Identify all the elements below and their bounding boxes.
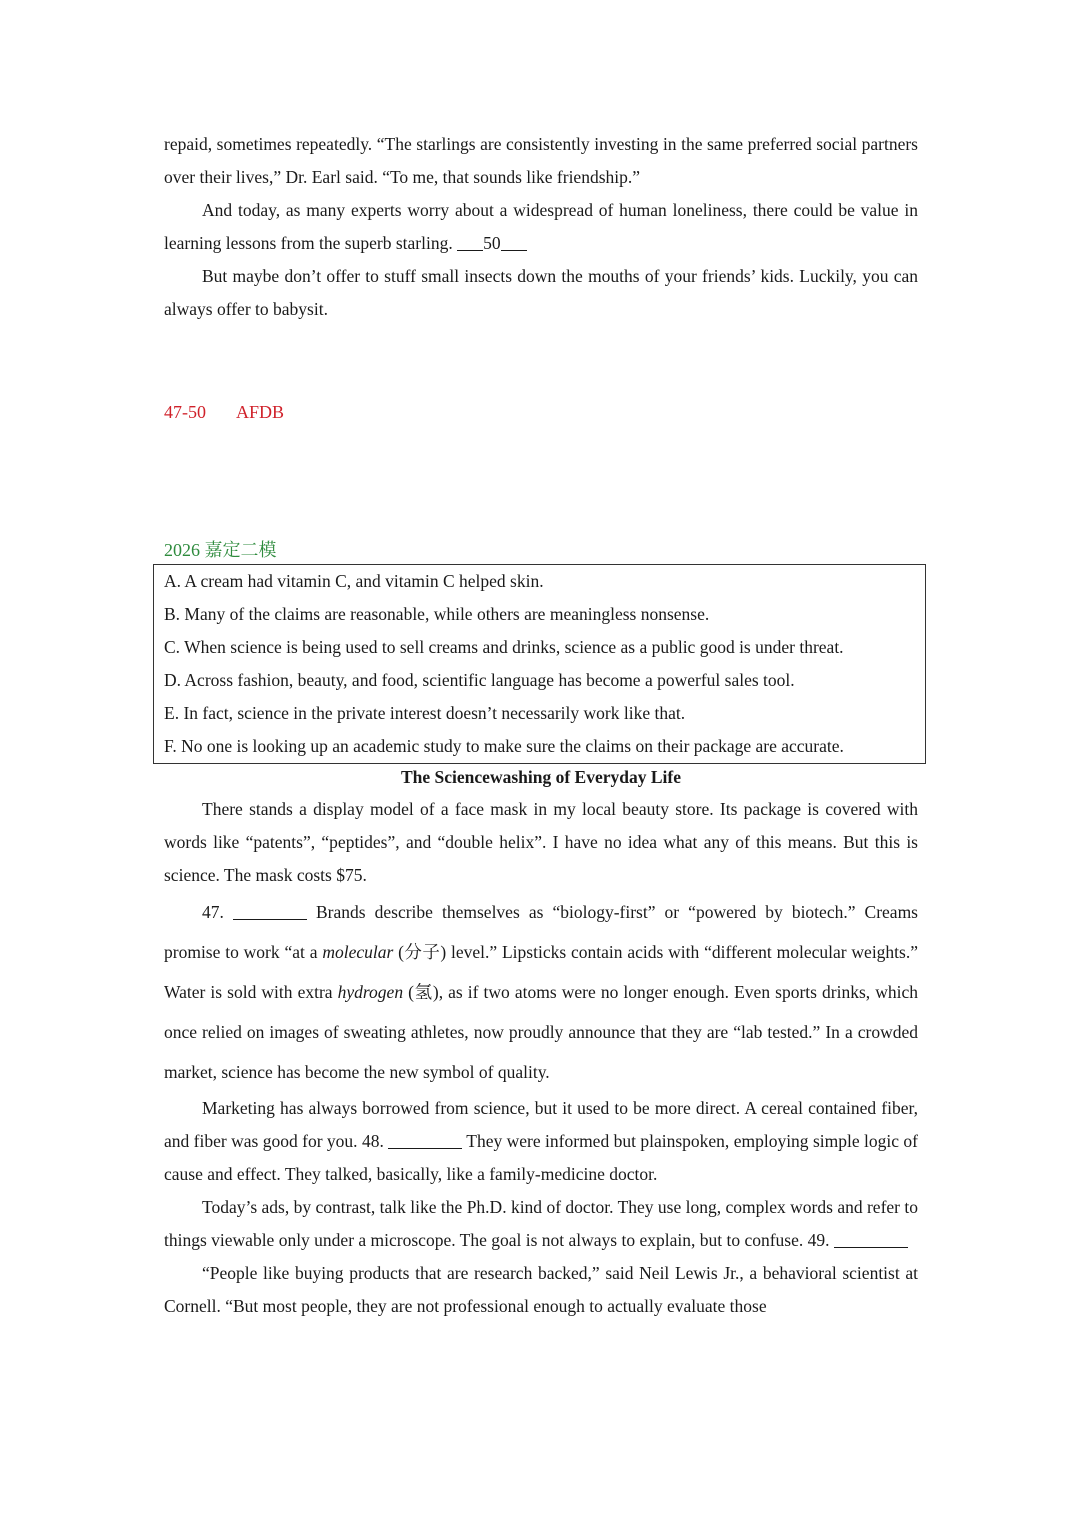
option-a: A. A cream had vitamin C, and vitamin C helped skin. [164,571,544,591]
question-number: 47. [202,902,224,922]
blank-50[interactable] [457,233,527,253]
blank-number: 50 [483,233,501,253]
paragraph-text: level.” Lipsticks contain acids with “different molecular weights.” Water is sold with extra [164,942,918,1002]
answer-key [164,400,918,424]
article-paragraph [164,1092,918,1191]
blank-line-left [457,232,483,251]
option-d: D. Across fashion, beauty, and food, scientific language has become a powerful sales tool. [164,670,795,690]
article-paragraph: “People like buying products that are research backed,” said Neil Lewis Jr., a behavioral scientist at Cornell. “But most people, they are not professional enough to actually evaluate those [164,1263,918,1316]
blank-47[interactable] [233,901,307,920]
blank-49[interactable] [834,1229,908,1248]
italic-term: hydrogen [337,982,404,1002]
paragraph-text: Today’s ads, by contrast, talk like the Ph.D. kind of doctor. They use long, complex words and refer to things viewable only under a microscope. The goal is not always to explain, but to confuse. 49. [164,1197,918,1250]
answer-range: 47-50 [164,402,206,422]
chinese-gloss: (氢) [403,982,439,1002]
paragraph-text: And today, as many experts worry about a widespread of human loneliness, there could be value in learning lessons from the superb starling. [164,200,918,253]
italic-term: molecular [322,942,394,962]
article-paragraph [164,892,918,1092]
article-paragraph: There stands a display model of a face mask in my local beauty store. Its package is covered with words like “patents”, “peptides”, and “double helix”. I have no idea what any of this means. But this is science. The mask costs $75. [164,799,918,885]
article-title: The Sciencewashing of Everyday Life [401,767,681,787]
chinese-gloss: (分子) [393,942,451,962]
paragraph-text: They were informed but plainspoken, employing simple logic of cause and effect. They talked, basically, like a family-medicine doctor. [164,1131,918,1184]
blank-line-right [501,232,527,251]
options-box [153,564,926,764]
paragraph-text: Brands describe themselves as “biology-first” or “powered by biotech.” Creams promise to work “at a [164,902,918,962]
option-e: E. In fact, science in the private interest doesn’t necessarily work like that. [164,703,686,723]
passage-paragraph: But maybe don’t offer to stuff small insects down the mouths of your friends’ kids. Luckily, you can always offer to babysit. [164,266,918,319]
answer-letters: AFDB [236,402,285,422]
passage-paragraph [164,194,918,260]
paragraph-text: , as if two atoms were no longer enough. Even sports drinks, which once relied on images of sweating athletes, now proudly announce that they are “lab tested.” In a crowded market, science has become the new symbol of quality. [164,982,918,1082]
option-b: B. Many of the claims are reasonable, while others are meaningless nonsense. [164,604,710,624]
passage-paragraph: repaid, sometimes repeatedly. “The starlings are consistently investing in the same preferred social partners over their lives,” Dr. Earl said. “To me, that sounds like friendship.” [164,134,918,187]
option-f: F. No one is looking up an academic study to make sure the claims on their package are accurate. [164,736,844,756]
paragraph-text: Marketing has always borrowed from science, but it used to be more direct. A cereal contained fiber, and fiber was good for you. 48. [164,1098,918,1151]
option-c: C. When science is being used to sell creams and drinks, science as a public good is under threat. [164,637,844,657]
source-label: 2026 嘉定二模 [164,540,277,560]
blank-48[interactable] [388,1130,462,1149]
page-content [164,128,918,1323]
article-paragraph [164,1191,918,1257]
